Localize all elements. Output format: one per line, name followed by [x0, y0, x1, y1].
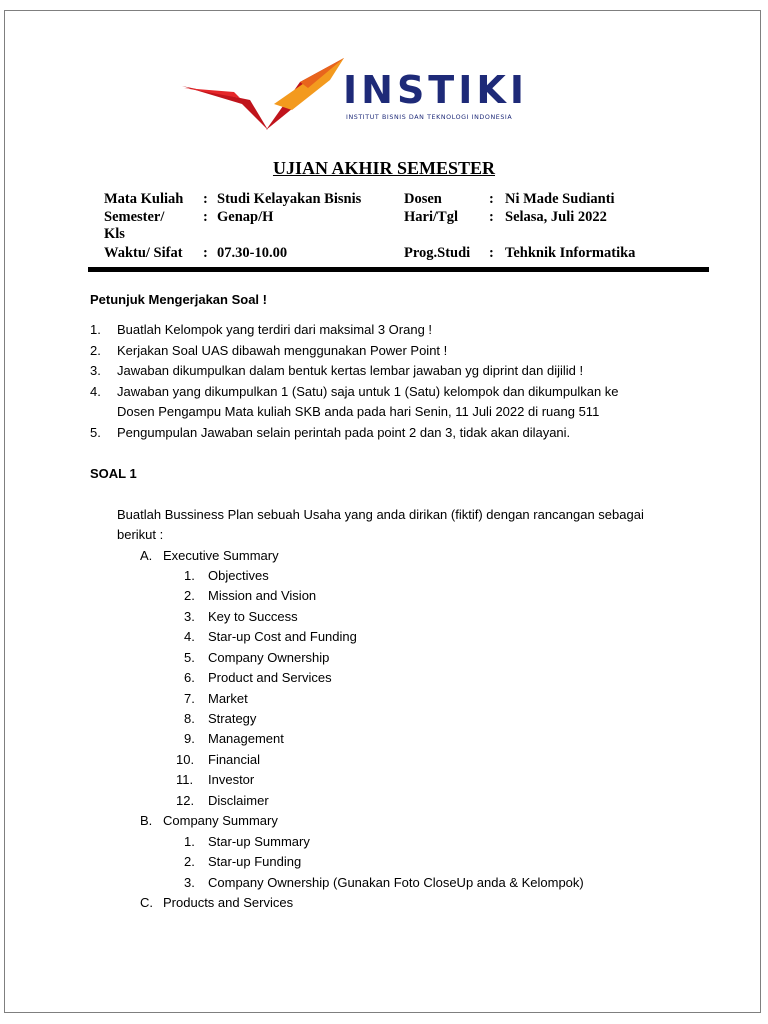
- list-item-number: 8.: [184, 711, 195, 726]
- list-item-number: 1.: [184, 834, 195, 849]
- list-item: Product and Services: [208, 670, 332, 685]
- list-item: Kerjakan Soal UAS dibawah menggunakan Power Point !: [117, 343, 448, 358]
- list-item-number: 12.: [176, 793, 195, 808]
- list-item: Key to Success: [208, 609, 298, 624]
- exam-title: UJIAN AKHIR SEMESTER: [272, 158, 496, 178]
- colon: :: [203, 209, 208, 225]
- list-item-number: 3.: [184, 875, 195, 890]
- section-title: Executive Summary: [163, 548, 279, 563]
- list-item: Investor: [208, 772, 255, 787]
- section-title: Products and Services: [163, 895, 294, 910]
- list-item: Company Ownership (Gunakan Foto CloseUp anda & Kelompok): [208, 875, 584, 890]
- list-item-number: 10.: [176, 752, 195, 767]
- hari-label: Hari/Tgl: [404, 209, 458, 225]
- list-item: Market: [208, 691, 248, 706]
- soal-intro: Buatlah Bussiness Plan sebuah Usaha yang anda dirikan (fiktif) dengan rancangan sebagai: [117, 507, 644, 522]
- list-item-number: 2.: [90, 343, 101, 358]
- list-item: Pengumpulan Jawaban selain perintah pada point 2 dan 3, tidak akan dilayani.: [117, 425, 571, 440]
- prodi-value: Tehknik Informatika: [505, 245, 636, 261]
- hari-value: Selasa, Juli 2022: [505, 209, 607, 225]
- logo-wordmark: INSTIKI: [343, 68, 528, 112]
- semester-value: Genap/H: [217, 209, 274, 225]
- section-letter: C.: [140, 895, 153, 910]
- list-item: Jawaban yang dikumpulkan 1 (Satu) saja untuk 1 (Satu) kelompok dan dikumpulkan ke: [117, 384, 619, 399]
- list-item: Company Ownership: [208, 650, 330, 665]
- logo-tagline: INSTITUT BISNIS DAN TEKNOLOGI INDONESIA: [346, 114, 513, 121]
- instructions-heading: Petunjuk Mengerjakan Soal !: [90, 292, 267, 307]
- logo-emblem-icon: [180, 52, 350, 134]
- list-item: Objectives: [208, 568, 269, 583]
- list-item: Strategy: [208, 711, 257, 726]
- mata-kuliah-label: Mata Kuliah: [104, 191, 184, 207]
- list-item: Star-up Summary: [208, 834, 310, 849]
- colon: :: [489, 245, 494, 261]
- list-item: Star-up Cost and Funding: [208, 629, 357, 644]
- kelas-label: Kls: [104, 226, 125, 242]
- list-item-continuation: Dosen Pengampu Mata kuliah SKB anda pada hari Senin, 11 Juli 2022 di ruang 511: [117, 404, 600, 419]
- list-item: Disclaimer: [208, 793, 269, 808]
- soal-heading: SOAL 1: [90, 466, 137, 481]
- list-item: Management: [208, 731, 284, 746]
- waktu-value: 07.30-10.00: [217, 245, 288, 261]
- list-item-number: 2.: [184, 588, 195, 603]
- soal-intro-continuation: berikut :: [117, 527, 164, 542]
- instiki-logo: [180, 52, 580, 134]
- list-item-number: 9.: [184, 731, 195, 746]
- list-item-number: 3.: [90, 363, 101, 378]
- list-item-number: 2.: [184, 854, 195, 869]
- list-item-number: 6.: [184, 670, 195, 685]
- colon: :: [489, 209, 494, 225]
- colon: :: [489, 191, 494, 207]
- prodi-label: Prog.Studi: [404, 245, 471, 261]
- list-item: Mission and Vision: [208, 588, 317, 603]
- section-title: Company Summary: [163, 813, 278, 828]
- list-item-number: 11.: [176, 772, 194, 787]
- waktu-label: Waktu/ Sifat: [104, 245, 183, 261]
- list-item-number: 1.: [90, 322, 101, 337]
- header-divider: [88, 267, 709, 272]
- list-item: Star-up Funding: [208, 854, 302, 869]
- list-item: Jawaban dikumpulkan dalam bentuk kertas lembar jawaban yg diprint dan dijilid !: [117, 363, 584, 378]
- list-item: Buatlah Kelompok yang terdiri dari maksimal 3 Orang !: [117, 322, 433, 337]
- list-item-number: 7.: [184, 691, 195, 706]
- list-item-number: 5.: [184, 650, 195, 665]
- dosen-value: Ni Made Sudianti: [505, 191, 615, 207]
- list-item-number: 1.: [184, 568, 195, 583]
- semester-label: Semester/: [104, 209, 165, 225]
- section-letter: B.: [140, 813, 153, 828]
- list-item-number: 5.: [90, 425, 101, 440]
- colon: :: [203, 191, 208, 207]
- list-item-number: 3.: [184, 609, 195, 624]
- list-item: Financial: [208, 752, 261, 767]
- dosen-label: Dosen: [404, 191, 442, 207]
- colon: :: [203, 245, 208, 261]
- list-item-number: 4.: [90, 384, 101, 399]
- mata-kuliah-value: Studi Kelayakan Bisnis: [217, 191, 362, 207]
- list-item-number: 4.: [184, 629, 195, 644]
- section-letter: A.: [140, 548, 153, 563]
